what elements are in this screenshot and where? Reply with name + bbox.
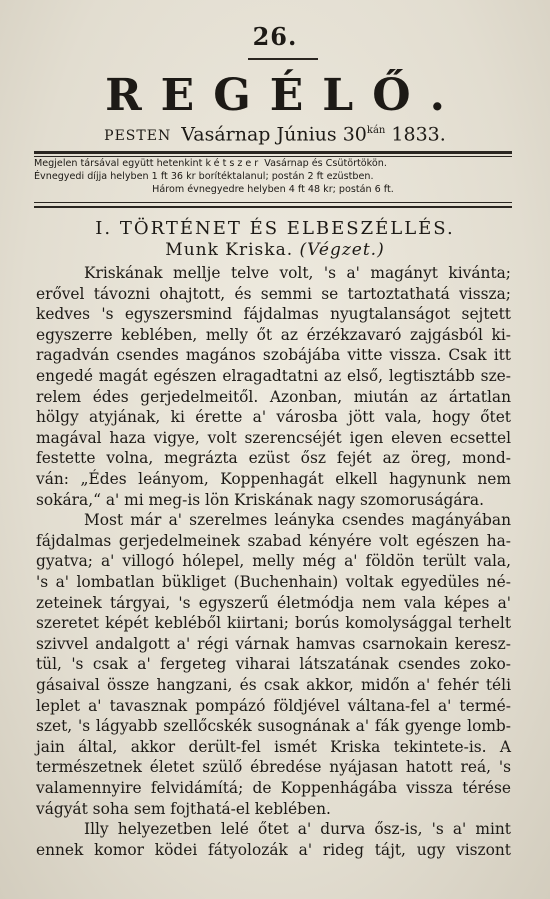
story-title-name: Munk Kriska. [165,240,294,260]
body-line: Kriskának mellje telve volt, 's a' magányt kivánta; [84,264,511,282]
publication-frequency-word: kétszer [205,158,262,169]
body-line: 's a' lombatlan bükliget (Buchenhain) voltak egyedüles né- [36,573,511,591]
header-rule-top [34,151,512,154]
story-title-note: (Végzet.) [299,240,385,260]
publication-days-text: Vasárnap és Csütörtökön. [264,158,387,169]
dateline-date-suffix: kán [366,125,386,136]
body-line: engedé magát egészen elragadtatni az első, legtisztább sze- [36,367,511,385]
body-line: vágyát soha sem fojthatá-el keblében. [36,799,331,818]
body-line: ennek komor ködei fátyolozák a' rideg tájt, ugy viszont [36,840,511,859]
body-line: kedves 's egyszersmind fájdalmas nyugtalanságot sejtett [36,305,511,324]
body-line: erővel távozni ohajtott, és semmi se tartoztathatá vissza; [36,284,511,303]
masthead-title: REGÉLŐ. [105,70,464,121]
body-line: szet, 's lágyabb szellőcskék susognának a' fák gyenge lomb- [36,717,511,736]
body-line: relem édes gerjedelmeitől. Azonban, miután az ártatlan [36,387,511,406]
body-line: ragadván csendes magános szobájába vitte vissza. Csak itt [36,346,511,365]
body-line: jain által, akkor derült-fel ismét Kriska tekintete-is. A [36,737,511,756]
header-rule-bottom [34,202,512,203]
publication-info-line-1 [34,157,512,171]
dateline [0,120,550,147]
dateline-year: 1833. [391,123,446,146]
body-line: valamennyire felvidámítá; de Koppenhágába vissza térése [36,779,511,797]
body-line: sokára,“ a' mi meg-is lön Kriskának nagy szomoruságára. [36,490,484,509]
dateline-city: PESTEN [104,128,172,145]
section-heading: I. TÖRTÉNET ÉS ELBESZÉLLÉS. [95,218,455,239]
body-line: szeretet képét kebléből kiirtani; borús komolysággal terhelt [36,614,511,633]
body-line: Most már a' szerelmes leányka csendes magányában [84,511,511,530]
body-line: fájdalmas gerjedelmeinek szabad kényére volt egészen ha- [36,531,511,550]
body-line: zeteinek tárgyai, 's egyszerű életmódja nem vala képes a' [36,593,511,612]
dateline-day: Vasárnap [181,123,271,146]
body-line: magával haza vigye, volt szerencséjét igen eleven ecsettel [36,428,511,447]
publication-info-line-3: Három évnegyedre helyben 4 ft 48 kr; postán 6 ft. [152,184,394,195]
body-line: természetnek életet szülő ébredése nyájasan hatott reá, 's [36,758,511,777]
dateline-date: 30 [342,123,367,146]
body-line: ván: „Édes leányom, Koppenhagát elkell hagynunk nem [36,470,511,488]
body-line: Illy helyezetben lelé őtet a' durva ősz-is, 's a' mint [84,820,511,839]
body-line: gyatva; a' villogó hólepel, melly még a' földön terült vala, [36,552,511,571]
page-number-underline [248,58,318,60]
body-line: leplet a' tavasznak pompázó földjével váltana-fel a' termé- [36,696,511,715]
publication-info-line-2: Évnegyedi díjja helyben 1 ft 36 kr borítéktalanul; postán 2 ft ezüstben. [34,171,374,182]
story-title [0,240,550,260]
body-line: hölgy atyjának, ki érette a' városba jött vala, hogy őtet [36,408,511,427]
page-number: 26. [252,22,298,51]
body-line: gásaival össze hangzani, és csak akkor, midőn a' fehér téli [36,676,511,694]
body-line: tül, 's csak a' fergeteg viharai látszatának csendes zoko- [36,655,511,674]
body-line: egyszerre keblében, melly őt az érzékzavaró zajgásból ki- [36,325,511,344]
publication-schedule-text: Megjelen társával együtt hetenkint [34,158,203,169]
body-line: szivvel andalgott a' régi várnak hamvas csarnokain keresz- [36,634,511,653]
body-line: festette volna, megrázta ezüst ősz fejét az öreg, mond- [36,449,511,468]
dateline-month: Június [276,123,337,146]
